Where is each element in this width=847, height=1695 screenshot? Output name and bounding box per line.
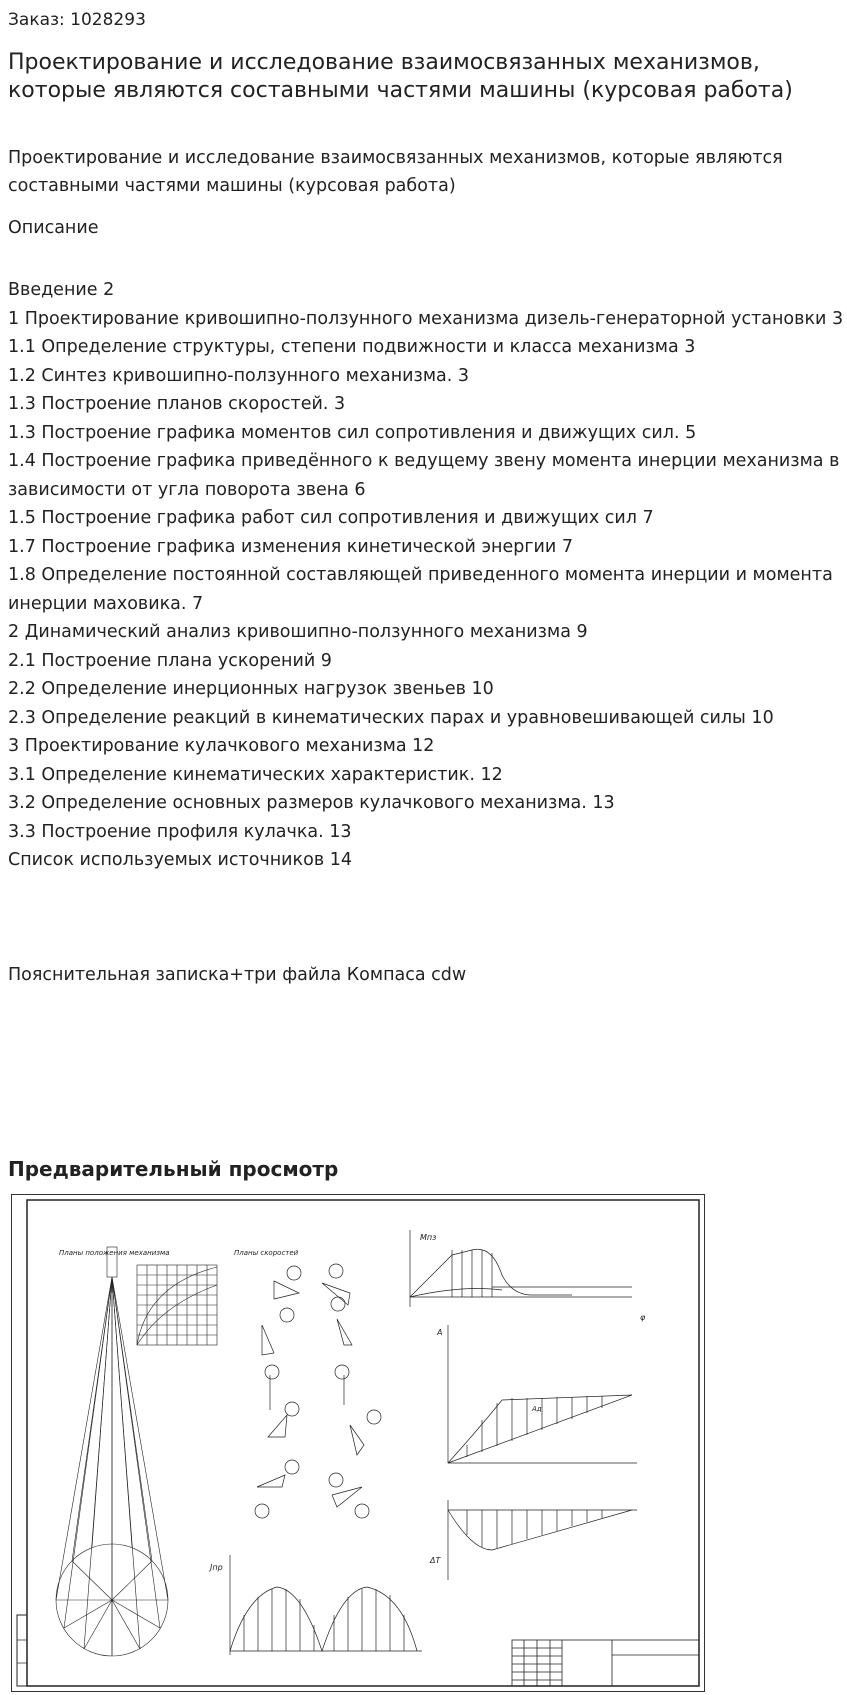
toc-item: 2 Динамический анализ кривошипно-ползунного механизма 9: [8, 622, 588, 642]
chart-label: A: [437, 1328, 443, 1337]
toc-item: 1.3 Построение графика моментов сил сопротивления и движущих сил. 5: [8, 422, 697, 443]
drawing-caption: Планы скоростей: [234, 1249, 299, 1257]
preview-drawing[interactable]: [11, 1194, 705, 1692]
toc-item: 2.2 Определение инерционных нагрузок звеньев 10: [8, 679, 494, 699]
energy-chart: [448, 1500, 637, 1580]
technical-drawing-image: [12, 1195, 704, 1691]
velocity-plans: [255, 1264, 381, 1518]
toc-item: Список используемых источников 14: [8, 850, 352, 870]
moment-chart: [410, 1230, 632, 1307]
inertia-grid: [137, 1265, 217, 1345]
chart-label: Ад: [532, 1405, 542, 1413]
title-block: [512, 1640, 699, 1686]
toc-item: зависимости от угла поворота звена 6: [8, 479, 366, 500]
toc-item: 1.8 Определение постоянной составляющей приведенного момента инерции и момента инерции маховика. 7: [8, 565, 833, 614]
page-title: Проектирование и исследование взаимосвязанных механизмов, которые являются составными частями машины (курсовая работа): [8, 50, 793, 103]
chart-label: ΔT: [430, 1556, 441, 1565]
toc-item: 2.1 Построение плана ускорений 9: [8, 650, 332, 671]
toc-item: 1 Проектирование кривошипно-ползунного механизма дизель-генераторной установки 3: [8, 308, 844, 329]
toc-item: 1.1 Определение структуры, степени подвижности и класса механизма 3: [8, 337, 696, 357]
chart-label: Мпз: [420, 1233, 437, 1242]
chart-label: φ: [640, 1313, 646, 1322]
drawing-caption: Планы положения механизма: [59, 1249, 170, 1257]
toc-item: 1.2 Синтез кривошипно-ползунного механизма. 3: [8, 365, 470, 386]
toc-item: 1.5 Построение графика работ сил сопротивления и движущих сил 7: [8, 508, 654, 528]
toc-item: 1.4 Построение графика приведённого к ведущему звену момента инерции механизма в: [8, 451, 840, 471]
order-number: Заказ: 1028293: [8, 10, 146, 30]
toc-item: 1.7 Построение графика изменения кинетической энергии 7: [8, 536, 573, 557]
inertia-chart: [230, 1555, 422, 1655]
description-label: Описание: [8, 218, 99, 238]
toc-item: 3.2 Определение основных размеров кулачкового механизма. 13: [8, 793, 615, 813]
toc-item: 3 Проектирование кулачкового механизма 12: [8, 736, 435, 756]
work-subtitle: Проектирование и исследование взаимосвязанных механизмов, которые являются составными частями машины (курсовая работа): [8, 148, 783, 196]
toc-item: 3.1 Определение кинематических характеристик. 12: [8, 764, 503, 785]
chart-label: Jпр: [210, 1563, 223, 1572]
toc-item: Введение 2: [8, 280, 115, 300]
deliverables-note: Пояснительная записка+три файла Компаса cdw: [8, 965, 467, 985]
toc-item: 1.3 Построение планов скоростей. 3: [8, 394, 346, 414]
preview-heading: Предварительный просмотр: [8, 1157, 339, 1181]
work-chart: [448, 1325, 637, 1463]
table-of-contents: [8, 276, 844, 875]
toc-item: 3.3 Построение профиля кулачка. 13: [8, 821, 352, 842]
toc-item: 2.3 Определение реакций в кинематических парах и уравновешивающей силы 10: [8, 707, 774, 728]
